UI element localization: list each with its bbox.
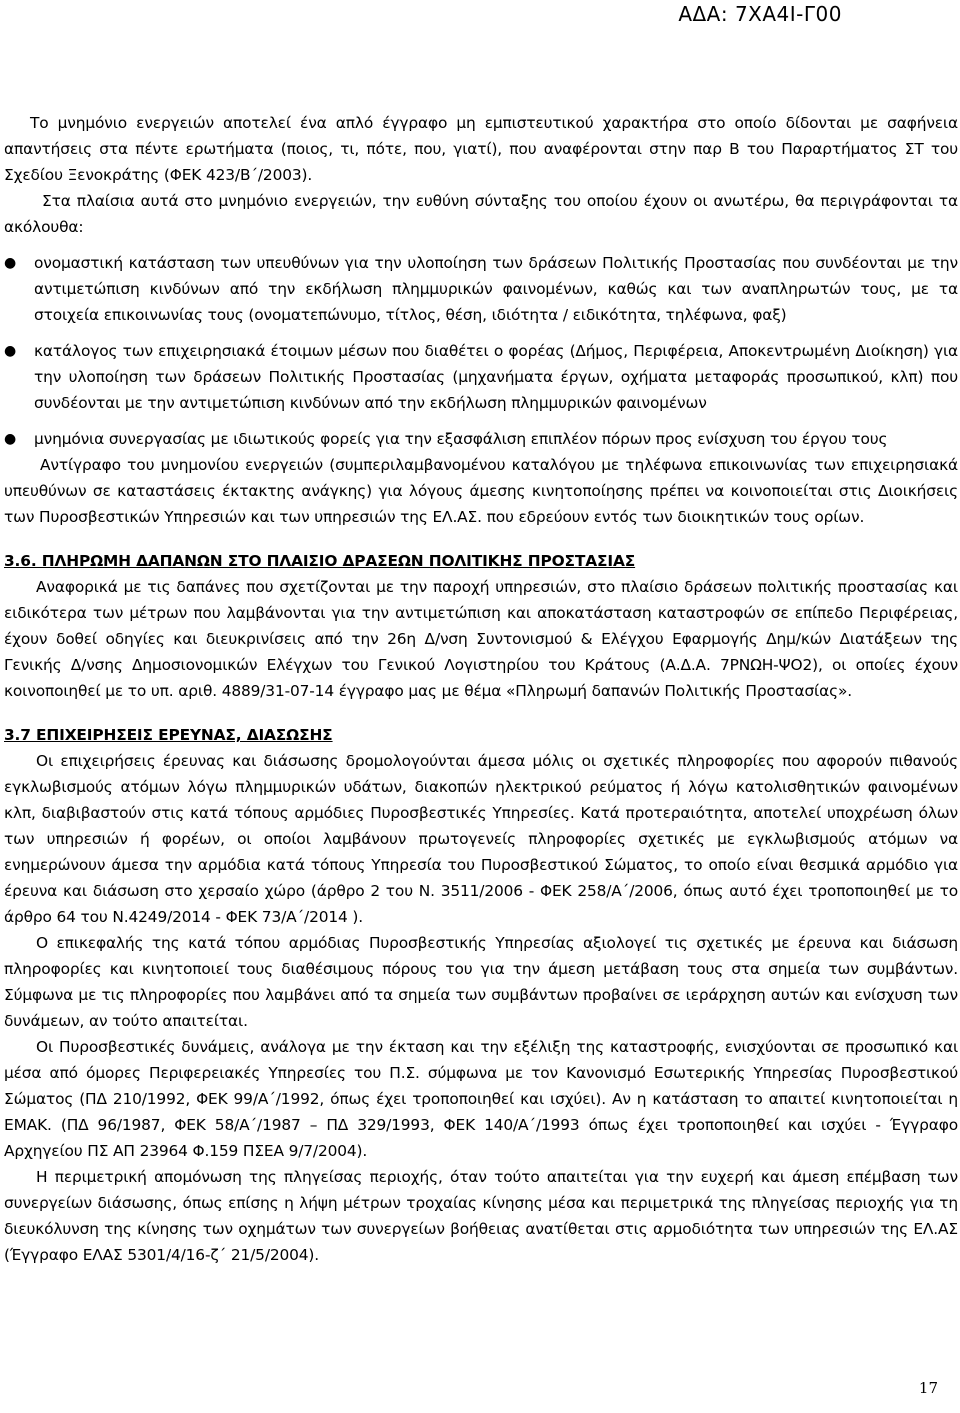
document-body [4,110,958,1268]
list-item [4,250,958,328]
bullet-icon: ● [4,431,17,447]
list-item-text: ονομαστική κατάσταση των υπευθύνων για την υλοποίηση των δράσεων Πολιτικής Προστασίας που συνδέονται με την αντιμετώπιση κινδύνων από την εκδήλωση πλημμυρικών φαινομένων, καθώς και των αναπληρωτών τους, με τα στοιχεία επικοινωνίας τους (ονοματεπώνυμο, τίτλος, θέση, ιδιότητα / ειδικότητα, τηλέφωνα, φαξ) [34,254,958,324]
paragraph-fire-chief: Ο επικεφαλής της κατά τόπου αρμόδιας Πυροσβεστικής Υπηρεσίας αξιολογεί τις σχετικές με έρευνα και διάσωση πληροφορίες και κινητοποιεί τους διαθέσιμους πόρους του για την άμεση μετάβαση τους στα σημεία των συμβάντων. Σύμφωνα με τις πληροφορίες που λαμβάνει από τα σημεία των συμβάντων προβαίνει σε ιεράρχηση αυτών και ενίσχυση των δυνάμεων, αν τούτο απαιτείται. [4,934,958,1030]
list-item-text: μνημόνια συνεργασίας με ιδιωτικούς φορείς για την εξασφάλιση επιπλέον πόρων προς ενίσχυση του έργου τους [34,430,888,448]
list-item [4,426,958,452]
paragraph-memo-copy: Αντίγραφο του μνημονίου ενεργειών (συμπεριλαμβανομένου καταλόγου με τηλέφωνα επικοινωνίας των επιχειρησιακά υπευθύνων σε καταστάσεις έκτακτης ανάγκης) για λόγους άμεσης κινητοποίησης πρέπει να κοινοποιείται στις Διοικήσεις των Πυροσβεστικών Υπηρεσιών και των υπηρεσιών της ΕΛ.ΑΣ. που εδρεύουν εντός των διοικητικών τους ορίων. [4,456,958,526]
bullet-list [4,250,958,452]
list-item [4,338,958,416]
bullet-icon: ● [4,343,17,359]
paragraph-search-rescue: Οι επιχειρήσεις έρευνας και διάσωσης δρομολογούνται άμεσα μόλις οι σχετικές πληροφορίες που αφορούν πιθανούς εγκλωβισμούς ατόμων λόγω πλημμυρικών υδάτων, διακοπών ηλεκτρικού ρεύματος ή λόγω κατολισθητικών φαινομένων κλπ, διαβιβαστούν στις κατά τόπους αρμόδιες Πυροσβεστικές Υπηρεσίες. Κατά προτεραιότητα, αποτελεί υποχρέωση όλων των υπηρεσιών ή φορέων, οι οποίοι λαμβάνουν πρωτογενείς πληροφορίες σχετικές με εγκλωβισμούς ατόμων να ενημερώνουν άμεσα την αρμόδια κατά τόπους Υπηρεσία του Πυροσβεστικού Σώματος, το οποίο είναι θεσμικά αρμόδιο για έρευνα και διάσωση στο χερσαίο χώρο (άρθρο 2 του Ν. 3511/2006 - ΦΕΚ 258/Α΄/2006, όπως αυτό έχει τροποποιηθεί με το άρθρο 64 του Ν.4249/2014 - ΦΕΚ 73/Α΄/2014 ). [4,752,958,926]
paragraph-memo-definition: Το μνημόνιο ενεργειών αποτελεί ένα απλό έγγραφο μη εμπιστευτικού χαρακτήρα στο οποίο δίδονται με σαφήνεια απαντήσεις στα πέντε ερωτήματα (ποιος, τι, πότε, που, γιατί), που αναφέρονται στην παρ Β του Παραρτήματος ΣΤ του Σχεδίου Ξενοκράτης (ΦΕΚ 423/Β΄/2003). [4,114,958,184]
paragraph-perimeter: Η περιμετρική απομόνωση της πληγείσας περιοχής, όταν τούτο απαιτείται για την ευχερή και άμεση επέμβαση των συνεργείων διάσωσης, όπως επίσης η λήψη μέτρων τροχαίας κίνησης μέσα και περιμετρικά της πληγείσας περιοχής για τη διευκόλυνση της κίνησης των οχημάτων των συνεργείων βοήθειας ανατίθεται στις αρμοδιότητα των υπηρεσιών της ΕΛ.ΑΣ (Έγγραφο ΕΛΑΣ 5301/4/16-ζ΄ 21/5/2004). [4,1168,958,1264]
section-heading-3-7: 3.7 ΕΠΙΧΕΙΡΗΣΕΙΣ ΕΡΕΥΝΑΣ, ΔΙΑΣΩΣΗΣ [4,726,333,744]
bullet-icon: ● [4,255,17,271]
section-heading-3-6: 3.6. ΠΛΗΡΩΜΗ ΔΑΠΑΝΩΝ ΣΤΟ ΠΛΑΙΣΙΟ ΔΡΑΣΕΩΝ ΠΟΛΙΤΙΚΗΣ ΠΡΟΣΤΑΣΙΑΣ [4,552,636,570]
page-number: 17 [918,1379,938,1397]
paragraph-memo-contents: Στα πλαίσια αυτά στο μνημόνιο ενεργειών, την ευθύνη σύνταξης του οποίου έχουν οι ανωτέρω, θα περιγράφονται τα ακόλουθα: [4,192,958,236]
list-item-text: κατάλογος των επιχειρησιακά έτοιμων μέσων που διαθέτει ο φορέας (Δήμος, Περιφέρεια, Αποκεντρωμένη Διοίκηση) για την υλοποίηση των δράσεων Πολιτικής Προστασίας (μηχανήματα έργων, οχήματα μεταφοράς προσωπικού, κλπ) που συνδέονται με την αντιμετώπιση κινδύνων από την εκδήλωση πλημμυρικών φαινομένων [34,342,958,412]
paragraph-fire-forces: Οι Πυροσβεστικές δυνάμεις, ανάλογα με την έκταση και την εξέλιξη της καταστροφής, ενισχύονται σε προσωπικό και μέσα από όμορες Περιφερειακές Υπηρεσίες του Π.Σ. σύμφωνα με τον Κανονισμό Εσωτερικής Υπηρεσίας Πυροσβεστικού Σώματος (ΠΔ 210/1992, ΦΕΚ 99/Α΄/1992, όπως έχει τροποποιηθεί και ισχύει). Αν η κατάσταση το απαιτεί κινητοποιείται η ΕΜΑΚ. (ΠΔ 96/1987, ΦΕΚ 58/Α΄/1987 – ΠΔ 329/1993, ΦΕΚ 140/Α΄/1993 όπως έχει τροποποιηθεί και ισχύει - Έγγραφο Αρχηγείου ΠΣ ΑΠ 23964 Φ.159 ΠΣΕΑ 9/7/2004). [4,1038,958,1160]
paragraph-expenses: Αναφορικά με τις δαπάνες που σχετίζονται με την παροχή υπηρεσιών, στο πλαίσιο δράσεων πολιτικής προστασίας και ειδικότερα των μέτρων που λαμβάνονται για την αντιμετώπιση και αποκατάσταση καταστροφών σε επίπεδο Περιφέρειας, έχουν δοθεί οδηγίες και διευκρινίσεις από την 26η Δ/νση Συντονισμού & Ελέγχου Εφαρμογής Δημ/κών Διατάξεων της Γενικής Δ/νσης Δημοσιονομικών Ελέγχων του Γενικού Λογιστηρίου του Κράτους (Α.Δ.Α. 7ΡΝΩΗ-ΨΟ2), οι οποίες έχουν κοινοποιηθεί με το υπ. αριθ. 4889/31-07-14 έγγραφο μας με θέμα «Πληρωμή δαπανών Πολιτικής Προστασίας». [4,578,958,700]
ada-code: ΑΔΑ: 7ΧΑ4Ι-Γ00 [678,2,842,26]
